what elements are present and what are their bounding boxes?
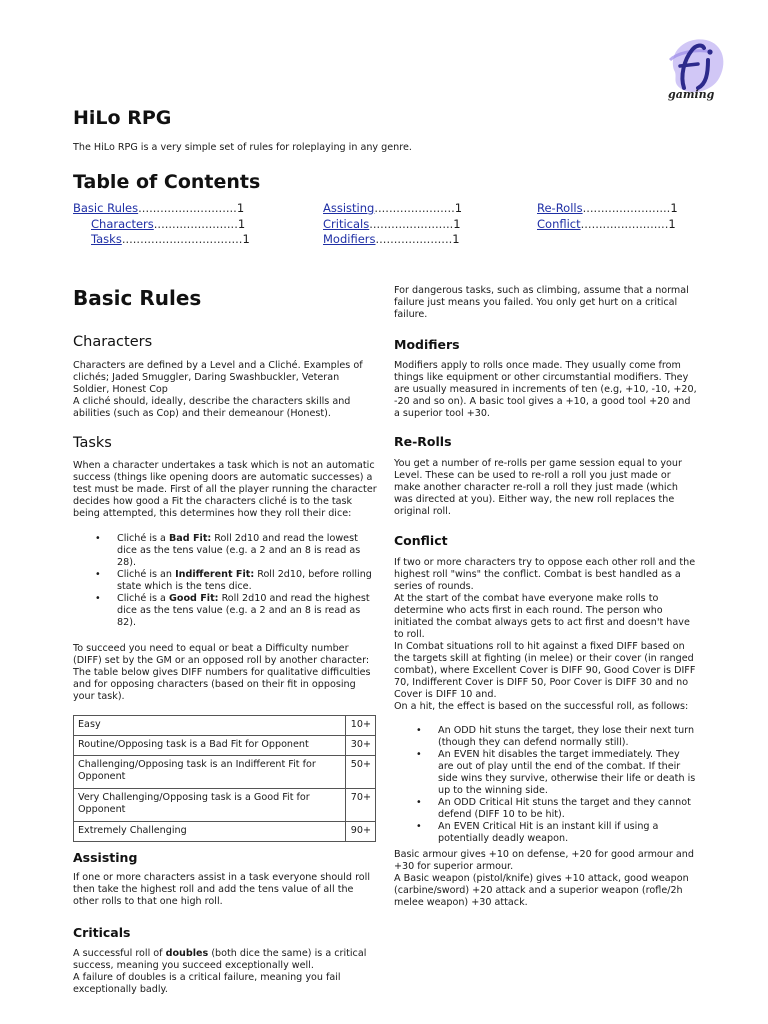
list-item: • Cliché is a Bad Fit: Roll 2d10 and read the lowest dice as the tens value (e.g. a 2 and an 8 is read as 28). xyxy=(73,533,377,569)
toc-link-basic-rules[interactable]: Basic Rules xyxy=(73,201,139,215)
assisting-paragraph: If one or more characters assist in a task everyone should roll then take the highest roll and add the tens value of all the other rolls to that one high roll. xyxy=(73,872,371,907)
heading-modifiers: Modifiers xyxy=(394,337,460,352)
list-item: • Cliché is an Indifferent Fit: Roll 2d10, before rolling state which is the tens dice. xyxy=(73,569,377,593)
tasks-paragraph-2: To succeed you need to equal or beat a Difficulty number (DIFF) set by the GM or an opposed roll by another character: The table below gives DIFF numbers for qualitative difficulties and for opposing characters (based on their fit in opposing your task). xyxy=(73,643,371,702)
list-item: • An ODD Critical Hit stuns the target and they cannot defend (DIFF 10 to be hit). xyxy=(394,797,698,821)
fit-list xyxy=(73,533,377,629)
characters-paragraph-1: Characters are defined by a Level and a Cliché. Examples of clichés; Jaded Smuggler, Daring Swashbuckler, Veteran Soldier, Honest Cop xyxy=(73,360,363,395)
re-rolls-paragraph: You get a number of re-rolls per game session equal to your Level. These can be used to re-roll a roll you just made or make another character re-roll a roll they just made (which was directed at you). Either way, the new roll replaces the original roll. xyxy=(394,458,682,517)
table-row: Challenging/Opposing task is an Indifferent Fit for Opponent 50+ xyxy=(74,756,376,789)
conflict-paragraph-4: On a hit, the effect is based on the successful roll, as follows: xyxy=(394,701,689,712)
toc-link-tasks[interactable]: Tasks xyxy=(91,232,122,246)
tasks-paragraph-1: When a character undertakes a task which is not an automatic success (things like opening doors are automatic successes) a test must be made. First of all the player running the character decides how good a Fit the characters cliché is to the task being attempted, this determines how they roll their dice: xyxy=(73,460,377,519)
list-item: • An EVEN Critical Hit is an instant kill if using a potentially deadly weapon. xyxy=(394,821,698,845)
section-title-basic-rules: Basic Rules xyxy=(73,286,202,310)
intro-paragraph: The HiLo RPG is a very simple set of rules for roleplaying in any genre. xyxy=(73,142,412,153)
list-item: • An EVEN hit disables the target immediately. They are out of play until the end of the combat. If their side wins they survive, otherwise their life or death is up to the winning side. xyxy=(394,749,698,797)
table-row: Extremely Challenging 90+ xyxy=(74,822,376,842)
conflict-paragraph-1: If two or more characters try to oppose each other roll and the highest roll "wins" the conflict. Combat is best handled as a series of rounds. xyxy=(394,557,696,592)
danger-paragraph: For dangerous tasks, such as climbing, assume that a normal failure just means you failed. You only get hurt on a critical failure. xyxy=(394,285,689,320)
toc-entry: Re-Rolls........................1 xyxy=(537,201,678,215)
toc-column-3 xyxy=(537,201,678,232)
toc-link-characters[interactable]: Characters xyxy=(91,216,154,231)
modifiers-paragraph: Modifiers apply to rolls once made. They usually come from things like equipment or other circumstantial modifiers. They are usually measured in increments of ten (e.g, +10, -10, +20, -20 and so on). A basic tool gives a +10, a good tool +20 and a superior tool +30. xyxy=(394,360,697,419)
toc-title: Table of Contents xyxy=(73,171,261,193)
criticals-paragraph-2: A failure of doubles is a critical failure, meaning you fail exceptionally badly. xyxy=(73,972,341,995)
toc-column-2 xyxy=(323,201,462,248)
conflict-paragraph-3: In Combat situations roll to hit against a fixed DIFF based on the targets skill at fighting (in melee) or their cover (in ranged combat), where Excellent Cover is DIFF 90, Good Cover is DIFF 70, Indifferent Cover is DIFF 50, Poor Cover is DIFF 30 and no Cover is DIFF 10 and. xyxy=(394,641,696,700)
toc-column-1 xyxy=(73,201,250,248)
toc-link-modifiers[interactable]: Modifiers xyxy=(323,232,376,246)
toc-entry: Characters.......................1 xyxy=(91,216,246,231)
criticals-paragraph-1: A successful roll of doubles (both dice the same) is a critical success, meaning you succeed exceptionally well. xyxy=(73,948,367,971)
toc-link-conflict[interactable]: Conflict xyxy=(537,216,581,231)
toc-entry: Conflict........................1 xyxy=(537,216,676,231)
table-row: Easy 10+ xyxy=(74,716,376,736)
toc-entry: Criticals.......................1 xyxy=(323,216,461,231)
characters-paragraph-2: A cliché should, ideally, describe the characters skills and abilities (such as Cop) and their demeanour (Honest). xyxy=(73,396,351,419)
heading-criticals: Criticals xyxy=(73,925,131,940)
document-title: HiLo RPG xyxy=(73,107,172,129)
weapon-paragraph: A Basic weapon (pistol/knife) gives +10 attack, good weapon (carbine/sword) +20 attack and a superior weapon (rofle/2h melee weapon) +30 attack. xyxy=(394,873,689,908)
list-item: • An ODD hit stuns the target, they lose their next turn (though they can defend normally still). xyxy=(394,725,698,749)
heading-assisting: Assisting xyxy=(73,850,138,865)
armour-paragraph: Basic armour gives +10 on defense, +20 for good armour and +30 for superior armour. xyxy=(394,849,694,872)
table-row: Routine/Opposing task is a Bad Fit for Opponent 30+ xyxy=(74,736,376,756)
hit-effects-list xyxy=(394,725,698,845)
toc-entry: Modifiers.....................1 xyxy=(323,232,460,246)
heading-tasks: Tasks xyxy=(73,435,112,451)
logo-wordmark: gaming xyxy=(668,88,715,101)
list-item: • Cliché is a Good Fit: Roll 2d10 and read the highest dice as the tens value (e.g. a 2 and an 8 is read as 82). xyxy=(73,593,377,629)
toc-link-re-rolls[interactable]: Re-Rolls xyxy=(537,201,583,215)
heading-re-rolls: Re-Rolls xyxy=(394,434,452,449)
toc-link-assisting[interactable]: Assisting xyxy=(323,201,375,215)
table-row: Very Challenging/Opposing task is a Good Fit for Opponent 70+ xyxy=(74,789,376,822)
heading-conflict: Conflict xyxy=(394,533,448,548)
conflict-paragraph-2: At the start of the combat have everyone make rolls to determine who acts first in each round. The person who initiated the combat always gets to act first and doesn't have to roll. xyxy=(394,593,690,640)
toc-entry: Basic Rules...........................1 xyxy=(73,201,245,215)
difficulty-table xyxy=(73,715,376,842)
toc-entry: Assisting......................1 xyxy=(323,201,463,215)
toc-link-criticals[interactable]: Criticals xyxy=(323,216,370,231)
heading-characters: Characters xyxy=(73,334,153,350)
toc-entry: Tasks.................................1 xyxy=(91,232,250,246)
